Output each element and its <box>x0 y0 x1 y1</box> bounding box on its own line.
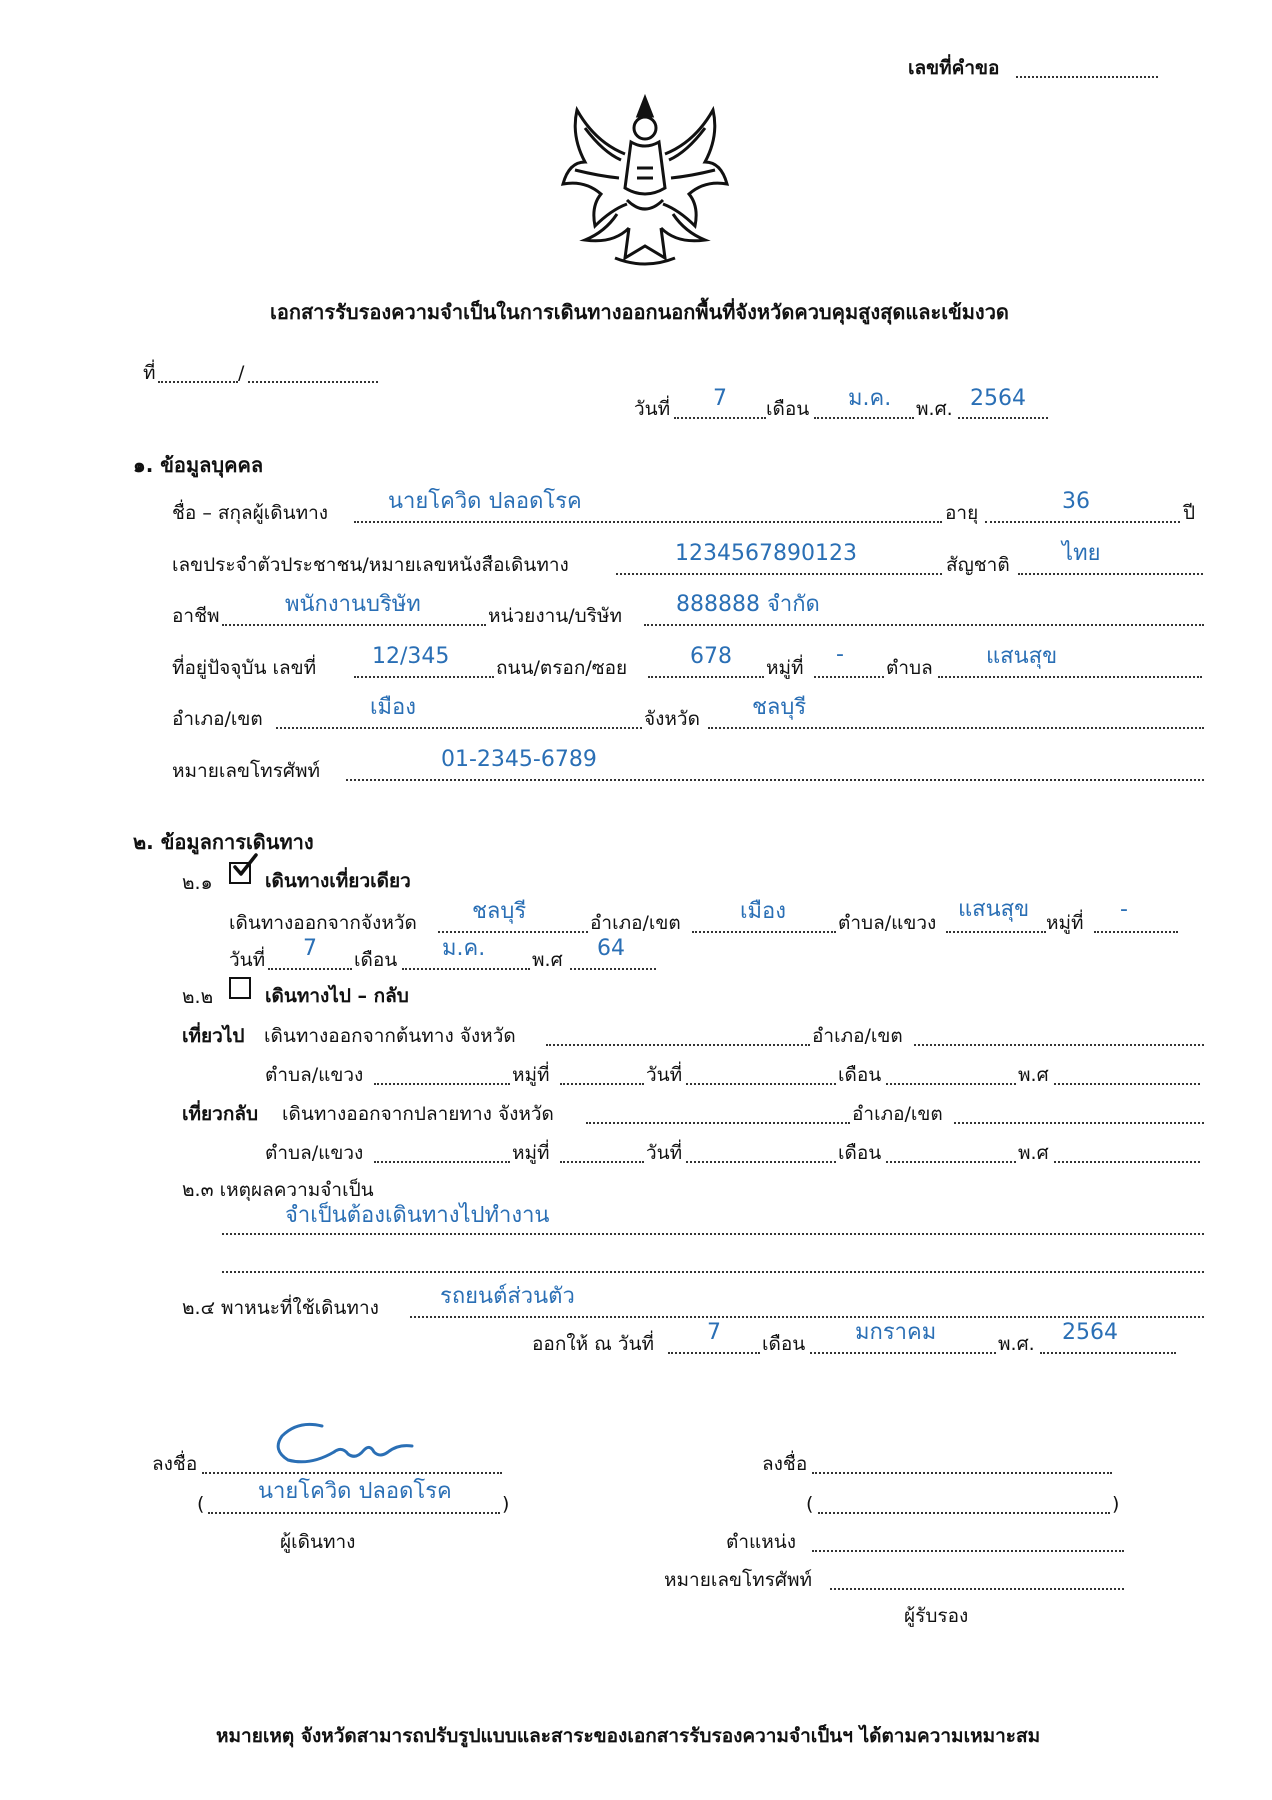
age-label: อายุ <box>945 502 979 524</box>
tambon-line <box>938 676 1202 678</box>
outbound-day-label: วันที่ <box>646 1064 683 1086</box>
signature-icon <box>270 1414 430 1478</box>
return-amphoe-line <box>954 1122 1204 1124</box>
certifier-sign-line <box>812 1472 1112 1474</box>
name-line <box>354 521 942 523</box>
s21-province-value: ชลบุรี <box>472 899 527 924</box>
phone-label: หมายเลขโทรศัพท์ <box>172 760 321 782</box>
s21-month-value: ม.ค. <box>442 936 486 961</box>
outbound-day-line <box>686 1083 836 1085</box>
phone-value: 01-2345-6789 <box>441 747 597 772</box>
s21-tambon-line <box>946 931 1046 933</box>
date-day-label: วันที่ <box>634 398 671 420</box>
outbound-amphoe-label: อำเภอ/เขต <box>812 1025 903 1047</box>
return-text: เดินทางออกจากปลายทาง จังหวัด <box>282 1103 554 1125</box>
s24-vehicle-value: รถยนต์ส่วนตัว <box>440 1284 575 1309</box>
date-month-line <box>814 417 914 419</box>
return-month-label: เดือน <box>838 1142 882 1164</box>
nationality-line <box>1018 573 1203 575</box>
nationality-label: สัญชาติ <box>946 554 1010 576</box>
s22-label: เดินทางไป – กลับ <box>265 985 409 1007</box>
ref-line-2 <box>248 381 378 383</box>
phone-line <box>346 779 1204 781</box>
age-value: 36 <box>1062 489 1090 514</box>
moo-value: - <box>836 642 844 667</box>
outbound-tambon-label: ตำบล/แขวง <box>265 1064 364 1086</box>
tambon-label: ตำบล <box>886 657 933 679</box>
id-value: 1234567890123 <box>675 541 857 566</box>
s21-year-label: พ.ศ <box>532 949 563 971</box>
occupation-label: อาชีพ <box>172 605 220 627</box>
company-value: 888888 จำกัด <box>676 592 820 617</box>
footer-note: หมายเหตุ จังหวัดสามารถปรับรูปแบบและสาระของเอกสารรับรองความจำเป็นฯ ได้ตามความเหมาะสม <box>216 1725 1041 1747</box>
date-year-label: พ.ศ. <box>916 398 953 420</box>
s21-tambon-value: แสนสุข <box>958 897 1030 922</box>
occupation-value: พนักงานบริษัท <box>285 592 421 617</box>
traveler-paren-open: ( <box>197 1493 205 1515</box>
certifier-role: ผู้รับรอง <box>904 1605 969 1627</box>
outbound-label: เที่ยวไป <box>182 1025 245 1047</box>
s21-tambon-label: ตำบล/แขวง <box>838 912 937 934</box>
moo-line <box>814 676 884 678</box>
ref-label: ที่ <box>143 362 156 384</box>
outbound-text: เดินทางออกจากต้นทาง จังหวัด <box>264 1025 516 1047</box>
outbound-year-label: พ.ศ <box>1018 1064 1049 1086</box>
date-day-line <box>674 417 766 419</box>
reason-line-1 <box>222 1233 1204 1235</box>
name-label: ชื่อ – สกุลผู้เดินทาง <box>172 502 329 524</box>
s21-province-line <box>438 931 588 933</box>
traveler-name-line <box>208 1512 500 1514</box>
certifier-name-line <box>818 1512 1110 1514</box>
request-no-line <box>1016 76 1158 78</box>
document-title: เอกสารรับรองความจำเป็นในการเดินทางออกนอกพื้นที่จังหวัดควบคุมสูงสุดและเข้มงวด <box>270 300 1009 324</box>
garuda-emblem-icon <box>555 88 735 270</box>
issue-month-line <box>810 1352 996 1354</box>
s21-number: ๒.๑ <box>182 872 213 894</box>
certifier-paren-open: ( <box>806 1493 814 1515</box>
ref-line-1 <box>158 381 238 383</box>
return-day-label: วันที่ <box>646 1142 683 1164</box>
s24-label: ๒.๔ พาหนะที่ใช้เดินทาง <box>182 1297 379 1319</box>
s21-amphoe-value: เมือง <box>740 899 786 924</box>
age-unit: ปี <box>1183 502 1196 524</box>
nationality-value: ไทย <box>1062 541 1101 566</box>
outbound-year-line <box>1054 1083 1200 1085</box>
s21-month-label: เดือน <box>354 949 398 971</box>
return-month-line <box>886 1161 1016 1163</box>
ref-slash: / <box>238 362 245 384</box>
issue-year-line <box>1040 1352 1176 1354</box>
s21-from-province-label: เดินทางออกจากจังหวัด <box>229 912 417 934</box>
moo-label: หมู่ที่ <box>766 657 804 679</box>
issue-day-value: 7 <box>707 1320 721 1345</box>
return-tambon-line <box>374 1161 510 1163</box>
road-value: 678 <box>690 644 732 669</box>
traveler-sign-label: ลงชื่อ <box>152 1453 198 1475</box>
certifier-phone-line <box>830 1588 1124 1590</box>
section1-heading: ๑. ข้อมูลบุคคล <box>133 453 264 477</box>
request-no-label: เลขที่คำขอ <box>908 57 1000 79</box>
return-amphoe-label: อำเภอ/เขต <box>852 1103 943 1125</box>
tambon-value: แสนสุข <box>986 644 1058 669</box>
position-label: ตำแหน่ง <box>726 1531 797 1553</box>
issue-year-value: 2564 <box>1062 1320 1118 1345</box>
return-province-line <box>586 1122 850 1124</box>
vehicle-line <box>410 1316 1204 1318</box>
traveler-sign-line <box>202 1472 502 1474</box>
s21-amphoe-label: อำเภอ/เขต <box>590 912 681 934</box>
checkmark-icon <box>231 852 259 884</box>
s22-number: ๒.๒ <box>182 986 214 1008</box>
road-label: ถนน/ตรอก/ซอย <box>496 657 628 679</box>
house-no-line <box>354 676 494 678</box>
road-line <box>648 676 764 678</box>
date-month-label: เดือน <box>766 398 810 420</box>
amphoe-label: อำเภอ/เขต <box>172 708 263 730</box>
name-value: นายโควิด ปลอดโรค <box>388 489 582 514</box>
house-no-value: 12/345 <box>372 644 450 669</box>
province-line <box>708 727 1204 729</box>
certifier-phone-label: หมายเลขโทรศัพท์ <box>664 1569 813 1591</box>
round-trip-checkbox[interactable] <box>229 977 251 999</box>
return-label: เที่ยวกลับ <box>182 1103 259 1125</box>
date-month-value: ม.ค. <box>848 386 892 411</box>
issue-year-label: พ.ศ. <box>998 1333 1035 1355</box>
issue-month-value: มกราคม <box>855 1320 937 1345</box>
s21-day-label: วันที่ <box>229 949 266 971</box>
s23-reason-value: จำเป็นต้องเดินทางไปทำงาน <box>285 1203 550 1228</box>
outbound-tambon-line <box>374 1083 510 1085</box>
s21-moo-label: หมู่ที่ <box>1046 912 1084 934</box>
province-value: ชลบุรี <box>752 695 807 720</box>
address-label: ที่อยู่ปัจจุบัน เลขที่ <box>172 657 317 679</box>
outbound-province-line <box>546 1044 810 1046</box>
occupation-line <box>222 624 486 626</box>
traveler-paren-close: ) <box>502 1493 510 1515</box>
s21-moo-value: - <box>1120 897 1128 922</box>
outbound-moo-label: หมู่ที่ <box>512 1064 550 1086</box>
reason-line-2 <box>222 1271 1204 1273</box>
traveler-role: ผู้เดินทาง <box>280 1531 356 1553</box>
section2-heading: ๒. ข้อมูลการเดินทาง <box>133 830 314 854</box>
issue-month-label: เดือน <box>762 1333 806 1355</box>
return-year-label: พ.ศ <box>1018 1142 1049 1164</box>
date-year-value: 2564 <box>970 386 1026 411</box>
province-label: จังหวัด <box>644 708 700 730</box>
outbound-moo-line <box>560 1083 644 1085</box>
s23-label: ๒.๓ เหตุผลความจำเป็น <box>182 1179 374 1201</box>
return-moo-label: หมู่ที่ <box>512 1142 550 1164</box>
id-line <box>616 573 942 575</box>
certifier-sign-label: ลงชื่อ <box>762 1453 808 1475</box>
issue-day-line <box>668 1352 760 1354</box>
company-line <box>644 624 1204 626</box>
amphoe-value: เมือง <box>370 695 416 720</box>
outbound-month-label: เดือน <box>838 1064 882 1086</box>
s21-moo-line <box>1094 931 1178 933</box>
company-label: หน่วยงาน/บริษัท <box>488 605 622 627</box>
position-line <box>812 1550 1124 1552</box>
s21-day-value: 7 <box>303 936 317 961</box>
s21-amphoe-line <box>692 931 836 933</box>
amphoe-line <box>276 727 642 729</box>
id-label: เลขประจำตัวประชาชน/หมายเลขหนังสือเดินทาง <box>172 554 569 576</box>
s21-day-line <box>268 968 352 970</box>
certifier-paren-close: ) <box>1112 1493 1120 1515</box>
s21-month-line <box>402 968 530 970</box>
age-line <box>985 521 1180 523</box>
date-day-value: 7 <box>713 386 727 411</box>
issue-label: ออกให้ ณ วันที่ <box>532 1333 655 1355</box>
return-moo-line <box>560 1161 644 1163</box>
s21-label: เดินทางเที่ยวเดียว <box>265 870 411 892</box>
s21-year-value: 64 <box>597 936 625 961</box>
return-year-line <box>1054 1161 1200 1163</box>
date-year-line <box>958 417 1048 419</box>
return-day-line <box>686 1161 836 1163</box>
s21-year-line <box>570 968 656 970</box>
outbound-amphoe-line <box>914 1044 1204 1046</box>
outbound-month-line <box>886 1083 1016 1085</box>
return-tambon-label: ตำบล/แขวง <box>265 1142 364 1164</box>
traveler-name-value: นายโควิด ปลอดโรค <box>258 1479 452 1504</box>
